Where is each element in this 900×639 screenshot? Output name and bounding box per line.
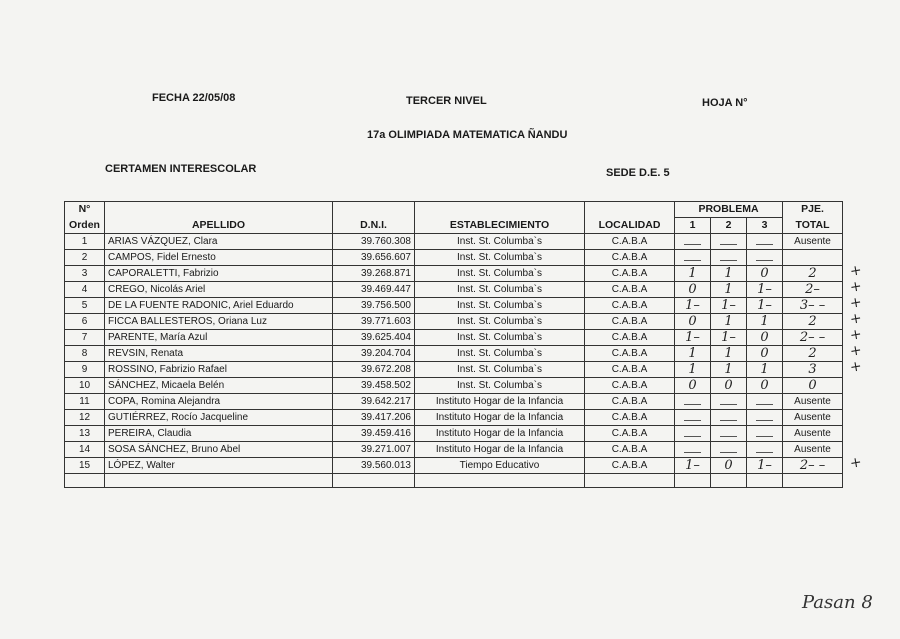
student-school: Inst. St. Columba`s	[415, 266, 585, 282]
student-name: SÁNCHEZ, Micaela Belén	[105, 378, 333, 394]
student-locality: C.A.B.A	[585, 282, 675, 298]
check-mark: +	[848, 278, 864, 296]
score-total: Ausente	[783, 410, 843, 426]
blank-stroke	[684, 244, 701, 246]
row-number: 13	[65, 426, 105, 442]
score-total: Ausente	[783, 394, 843, 410]
score-total: 2	[783, 314, 843, 330]
empty-cell	[585, 474, 675, 488]
venue-label: SEDE D.E. 5	[606, 167, 670, 179]
score-problem-3: 1–	[747, 282, 783, 298]
score-problem-3	[747, 234, 783, 250]
score-problem-2	[711, 250, 747, 266]
table-header-row-1	[65, 202, 843, 218]
score-problem-2: 1–	[711, 298, 747, 314]
score-problem-2: 1	[711, 362, 747, 378]
blank-stroke	[720, 244, 737, 246]
score-problem-3: 0	[747, 330, 783, 346]
score-problem-2: 1–	[711, 330, 747, 346]
student-school: Inst. St. Columba`s	[415, 282, 585, 298]
score-problem-3	[747, 250, 783, 266]
col-header-apellido: APELLIDO	[105, 202, 333, 234]
col-header-dni: D.N.I.	[333, 202, 415, 234]
score-problem-2: 1	[711, 282, 747, 298]
score-problem-1	[675, 394, 711, 410]
row-number: 6	[65, 314, 105, 330]
score-total: Ausente	[783, 234, 843, 250]
blank-stroke	[684, 420, 701, 422]
blank-stroke	[756, 404, 773, 406]
student-school: Inst. St. Columba`s	[415, 314, 585, 330]
table-row	[65, 410, 843, 426]
student-locality: C.A.B.A	[585, 266, 675, 282]
student-dni: 39.756.500	[333, 298, 415, 314]
score-problem-2	[711, 410, 747, 426]
empty-cell	[105, 474, 333, 488]
student-school: Instituto Hogar de la Infancia	[415, 442, 585, 458]
empty-cell	[415, 474, 585, 488]
row-number: 4	[65, 282, 105, 298]
student-dni: 39.672.208	[333, 362, 415, 378]
student-school: Inst. St. Columba`s	[415, 330, 585, 346]
student-name: SOSA SÁNCHEZ, Bruno Abel	[105, 442, 333, 458]
date-label: FECHA 22/05/08	[152, 92, 236, 104]
score-total: 2–	[783, 282, 843, 298]
student-name: ARIAS VÁZQUEZ, Clara	[105, 234, 333, 250]
score-total: 2	[783, 346, 843, 362]
blank-stroke	[720, 260, 737, 262]
score-problem-3: 1	[747, 362, 783, 378]
student-locality: C.A.B.A	[585, 442, 675, 458]
student-name: GUTIÉRREZ, Rocío Jacqueline	[105, 410, 333, 426]
col-header-p2: 2	[711, 218, 747, 234]
col-header-no: N°	[65, 202, 105, 218]
score-problem-2: 0	[711, 458, 747, 474]
col-header-pje: PJE.	[783, 202, 843, 218]
score-total: Ausente	[783, 442, 843, 458]
score-problem-1: 1	[675, 266, 711, 282]
empty-cell	[65, 474, 105, 488]
student-locality: C.A.B.A	[585, 298, 675, 314]
row-number: 9	[65, 362, 105, 378]
score-total: Ausente	[783, 426, 843, 442]
score-total: 2– –	[783, 330, 843, 346]
col-header-orden: Orden	[65, 218, 105, 234]
score-total: 3– –	[783, 298, 843, 314]
student-name: CAPORALETTI, Fabrizio	[105, 266, 333, 282]
table-row	[65, 314, 843, 330]
row-number: 12	[65, 410, 105, 426]
table-row	[65, 282, 843, 298]
student-dni: 39.459.416	[333, 426, 415, 442]
student-dni: 39.642.217	[333, 394, 415, 410]
student-school: Instituto Hogar de la Infancia	[415, 426, 585, 442]
student-name: CREGO, Nicolás Ariel	[105, 282, 333, 298]
student-name: ROSSINO, Fabrizio Rafael	[105, 362, 333, 378]
check-mark: +	[848, 294, 864, 312]
score-problem-3: 0	[747, 378, 783, 394]
student-school: Inst. St. Columba`s	[415, 234, 585, 250]
row-number: 14	[65, 442, 105, 458]
score-problem-2: 1	[711, 314, 747, 330]
contest-label: CERTAMEN INTERESCOLAR	[105, 163, 257, 175]
table-row	[65, 362, 843, 378]
row-number: 10	[65, 378, 105, 394]
student-school: Inst. St. Columba`s	[415, 378, 585, 394]
score-problem-1: 1	[675, 362, 711, 378]
row-number: 7	[65, 330, 105, 346]
row-number: 11	[65, 394, 105, 410]
table-row	[65, 458, 843, 474]
col-header-p3: 3	[747, 218, 783, 234]
check-mark: +	[848, 326, 864, 344]
student-dni: 39.204.704	[333, 346, 415, 362]
score-problem-1: 1–	[675, 330, 711, 346]
student-dni: 39.625.404	[333, 330, 415, 346]
score-problem-3	[747, 394, 783, 410]
blank-stroke	[684, 436, 701, 438]
score-problem-3	[747, 442, 783, 458]
score-problem-2: 1	[711, 266, 747, 282]
results-table	[64, 201, 843, 488]
table-row	[65, 378, 843, 394]
score-total	[783, 250, 843, 266]
student-dni: 39.560.013	[333, 458, 415, 474]
col-header-establecimiento: ESTABLECIMIENTO	[415, 202, 585, 234]
table-row	[65, 346, 843, 362]
score-total: 2	[783, 266, 843, 282]
blank-stroke	[756, 436, 773, 438]
sheet-number-label: HOJA N°	[702, 97, 748, 109]
student-name: REVSIN, Renata	[105, 346, 333, 362]
check-mark: +	[848, 262, 864, 280]
student-locality: C.A.B.A	[585, 330, 675, 346]
student-school: Inst. St. Columba`s	[415, 362, 585, 378]
score-problem-3: 1	[747, 314, 783, 330]
empty-cell	[747, 474, 783, 488]
blank-stroke	[720, 452, 737, 454]
score-total: 3	[783, 362, 843, 378]
score-problem-1: 1–	[675, 458, 711, 474]
student-name: FICCA BALLESTEROS, Oriana Luz	[105, 314, 333, 330]
handwritten-note: Pasan 8	[802, 592, 873, 613]
student-name: PEREIRA, Claudia	[105, 426, 333, 442]
col-header-problema: PROBLEMA	[675, 202, 783, 218]
student-dni: 39.417.206	[333, 410, 415, 426]
student-school: Instituto Hogar de la Infancia	[415, 394, 585, 410]
table-row-empty	[65, 474, 843, 488]
score-problem-3: 1–	[747, 298, 783, 314]
row-number: 15	[65, 458, 105, 474]
score-problem-1	[675, 426, 711, 442]
check-mark: +	[848, 358, 864, 376]
blank-stroke	[756, 244, 773, 246]
score-problem-2: 0	[711, 378, 747, 394]
blank-stroke	[684, 260, 701, 262]
table-row	[65, 330, 843, 346]
empty-cell	[333, 474, 415, 488]
row-number: 2	[65, 250, 105, 266]
student-dni: 39.656.607	[333, 250, 415, 266]
student-locality: C.A.B.A	[585, 314, 675, 330]
score-problem-1	[675, 234, 711, 250]
student-dni: 39.271.007	[333, 442, 415, 458]
empty-cell	[783, 474, 843, 488]
col-header-total: TOTAL	[783, 218, 843, 234]
score-problem-1	[675, 250, 711, 266]
blank-stroke	[720, 436, 737, 438]
score-problem-1	[675, 410, 711, 426]
olympiad-title: 17a OLIMPIADA MATEMATICA ÑANDU	[367, 129, 568, 141]
empty-cell	[711, 474, 747, 488]
table-row	[65, 442, 843, 458]
row-number: 3	[65, 266, 105, 282]
blank-stroke	[684, 404, 701, 406]
student-name: LÓPEZ, Walter	[105, 458, 333, 474]
score-problem-3: 1–	[747, 458, 783, 474]
col-header-p1: 1	[675, 218, 711, 234]
student-locality: C.A.B.A	[585, 362, 675, 378]
student-locality: C.A.B.A	[585, 410, 675, 426]
student-locality: C.A.B.A	[585, 378, 675, 394]
blank-stroke	[720, 420, 737, 422]
student-school: Inst. St. Columba`s	[415, 298, 585, 314]
score-problem-2: 1	[711, 346, 747, 362]
score-problem-1: 1–	[675, 298, 711, 314]
student-dni: 39.268.871	[333, 266, 415, 282]
student-locality: C.A.B.A	[585, 394, 675, 410]
score-problem-1: 0	[675, 282, 711, 298]
student-locality: C.A.B.A	[585, 458, 675, 474]
row-number: 8	[65, 346, 105, 362]
check-mark: +	[848, 310, 864, 328]
student-school: Tiempo Educativo	[415, 458, 585, 474]
check-mark: +	[848, 342, 864, 360]
blank-stroke	[756, 420, 773, 422]
score-problem-3: 0	[747, 346, 783, 362]
student-name: DE LA FUENTE RADONIC, Ariel Eduardo	[105, 298, 333, 314]
blank-stroke	[756, 452, 773, 454]
table-row	[65, 394, 843, 410]
student-locality: C.A.B.A	[585, 426, 675, 442]
score-total: 2– –	[783, 458, 843, 474]
table-row	[65, 426, 843, 442]
student-school: Instituto Hogar de la Infancia	[415, 410, 585, 426]
score-total: 0	[783, 378, 843, 394]
blank-stroke	[756, 260, 773, 262]
student-locality: C.A.B.A	[585, 346, 675, 362]
student-dni: 39.469.447	[333, 282, 415, 298]
score-problem-2	[711, 394, 747, 410]
score-problem-1: 0	[675, 314, 711, 330]
student-name: COPA, Romina Alejandra	[105, 394, 333, 410]
student-name: CAMPOS, Fidel Ernesto	[105, 250, 333, 266]
row-number: 1	[65, 234, 105, 250]
score-problem-3	[747, 410, 783, 426]
score-problem-3	[747, 426, 783, 442]
student-locality: C.A.B.A	[585, 234, 675, 250]
score-problem-1: 1	[675, 346, 711, 362]
level-label: TERCER NIVEL	[406, 95, 487, 107]
score-problem-1: 0	[675, 378, 711, 394]
student-school: Inst. St. Columba`s	[415, 250, 585, 266]
empty-cell	[675, 474, 711, 488]
table-row	[65, 250, 843, 266]
check-mark: +	[848, 454, 864, 472]
score-problem-2	[711, 234, 747, 250]
student-dni: 39.760.308	[333, 234, 415, 250]
score-problem-3: 0	[747, 266, 783, 282]
blank-stroke	[684, 452, 701, 454]
table-row	[65, 298, 843, 314]
score-problem-2	[711, 426, 747, 442]
score-problem-2	[711, 442, 747, 458]
score-problem-1	[675, 442, 711, 458]
blank-stroke	[720, 404, 737, 406]
student-school: Inst. St. Columba`s	[415, 346, 585, 362]
student-locality: C.A.B.A	[585, 250, 675, 266]
col-header-localidad: LOCALIDAD	[585, 202, 675, 234]
student-name: PARENTE, María Azul	[105, 330, 333, 346]
student-dni: 39.458.502	[333, 378, 415, 394]
table-row	[65, 234, 843, 250]
table-row	[65, 266, 843, 282]
row-number: 5	[65, 298, 105, 314]
student-dni: 39.771.603	[333, 314, 415, 330]
